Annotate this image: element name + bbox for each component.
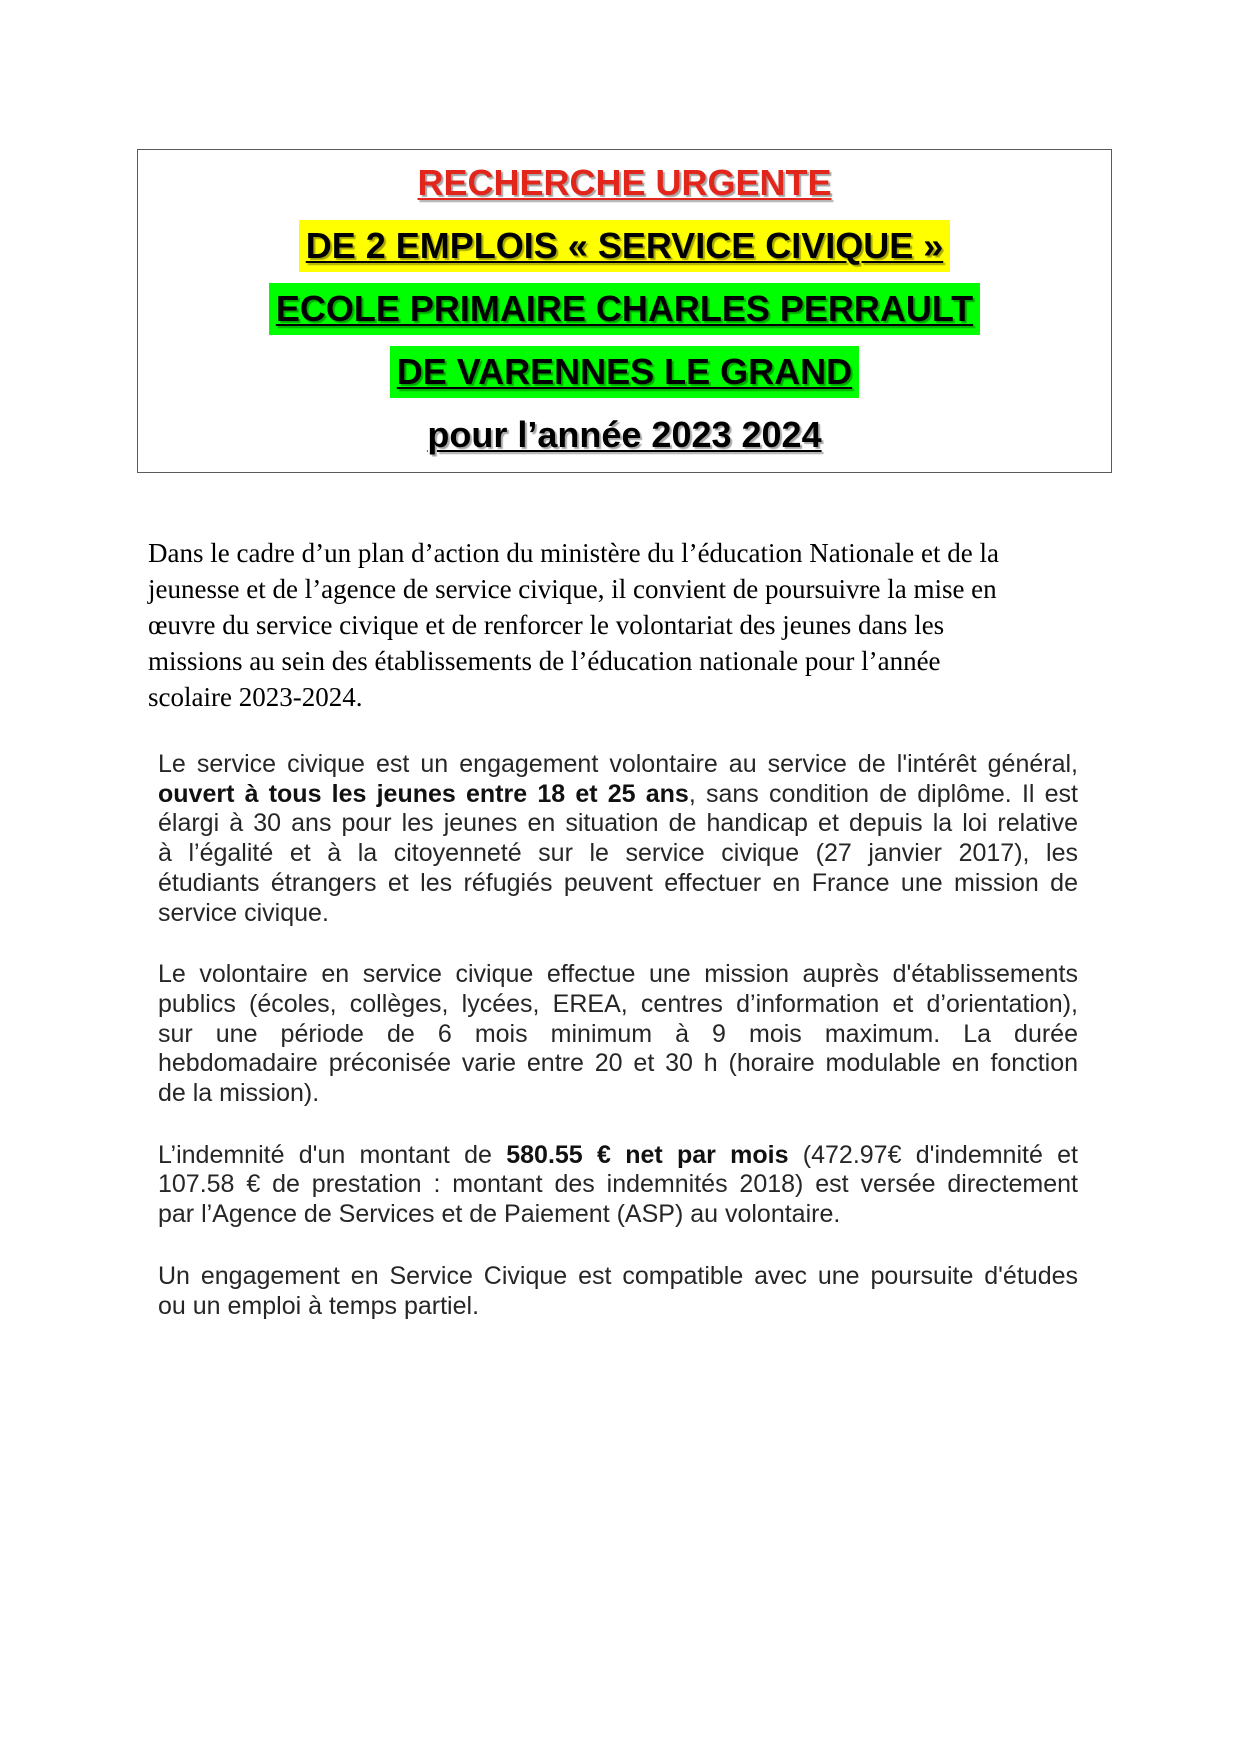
scanned-excerpt <box>158 750 1078 1353</box>
excerpt-line <box>158 1141 1078 1171</box>
excerpt-line: Le service civique est un engagement volontaire au service de l'intérêt général, <box>158 750 1078 778</box>
intro-line: missions au sein des établissements de l’éducation nationale pour l’année <box>148 646 941 676</box>
excerpt-line: sur une période de 6 mois minimum à 9 mois maximum. La durée <box>158 1019 1078 1048</box>
heading-town: DE VARENNES LE GRAND <box>390 346 859 398</box>
excerpt-text: (472.97€ d'indemnité et <box>788 1140 1078 1169</box>
intro-line: œuvre du service civique et de renforcer le volontariat des jeunes dans les <box>148 610 945 640</box>
intro-line: Dans le cadre d’un plan d’action du ministère du l’éducation Nationale et de la <box>148 538 999 568</box>
excerpt-paragraph-definition <box>158 750 1078 928</box>
heading-line <box>138 403 1111 466</box>
excerpt-paragraph-allowance <box>158 1141 1078 1230</box>
emphasis-age-range: ouvert à tous les jeunes entre 18 et 25 ans <box>158 779 689 808</box>
heading-line <box>138 277 1111 340</box>
heading-school-year: pour l’année 2023 2024 <box>427 413 822 455</box>
excerpt-line: publics (écoles, collèges, lycées, EREA, centres d’information et d’orientation), <box>158 989 1078 1018</box>
excerpt-line: service civique. <box>158 898 329 927</box>
excerpt-line: Un engagement en Service Civique est compatible avec une poursuite d'études <box>158 1261 1078 1290</box>
excerpt-line: à l’égalité et à la citoyenneté sur le service civique (27 janvier 2017), les <box>158 839 1078 868</box>
excerpt-text: L’indemnité d'un montant de <box>158 1140 507 1169</box>
excerpt-line <box>158 780 1078 810</box>
excerpt-paragraph-compatibility <box>158 1262 1078 1321</box>
excerpt-line: élargi à 30 ans pour les jeunes en situation de handicap et depuis la loi relative <box>158 809 1078 838</box>
excerpt-text: , sans condition de diplôme. Il est <box>688 779 1078 808</box>
excerpt-line: de la mission). <box>158 1079 320 1108</box>
excerpt-line: hebdomadaire préconisée varie entre 20 et 30 h (horaire modulable en fonction <box>158 1049 1078 1078</box>
heading-box <box>137 149 1112 473</box>
excerpt-line: Le volontaire en service civique effectue une mission auprès d'établissements <box>158 960 1078 989</box>
excerpt-line: 107.58 € de prestation : montant des indemnités 2018) est versée directement <box>158 1170 1078 1199</box>
excerpt-paragraph-mission <box>158 960 1078 1109</box>
intro-line: scolaire 2023-2024. <box>148 682 363 712</box>
heading-school-name: ECOLE PRIMAIRE CHARLES PERRAULT <box>269 283 980 335</box>
heading-jobs-count: DE 2 EMPLOIS « SERVICE CIVIQUE » <box>299 220 951 272</box>
heading-title: RECHERCHE URGENTE <box>417 161 832 203</box>
excerpt-line: par l’Agence de Services et de Paiement (ASP) au volontaire. <box>158 1200 841 1229</box>
intro-line: jeunesse et de l’agence de service civique, il convient de poursuivre la mise en <box>148 574 997 604</box>
emphasis-allowance-amount: 580.55 € net par mois <box>506 1140 789 1169</box>
heading-line <box>138 151 1111 214</box>
intro-paragraph <box>148 535 999 715</box>
excerpt-line: étudiants étrangers et les réfugiés peuvent effectuer en France une mission de <box>158 868 1078 897</box>
excerpt-line: ou un emploi à temps partiel. <box>158 1291 480 1320</box>
heading-line <box>138 340 1111 403</box>
heading-line <box>138 214 1111 277</box>
